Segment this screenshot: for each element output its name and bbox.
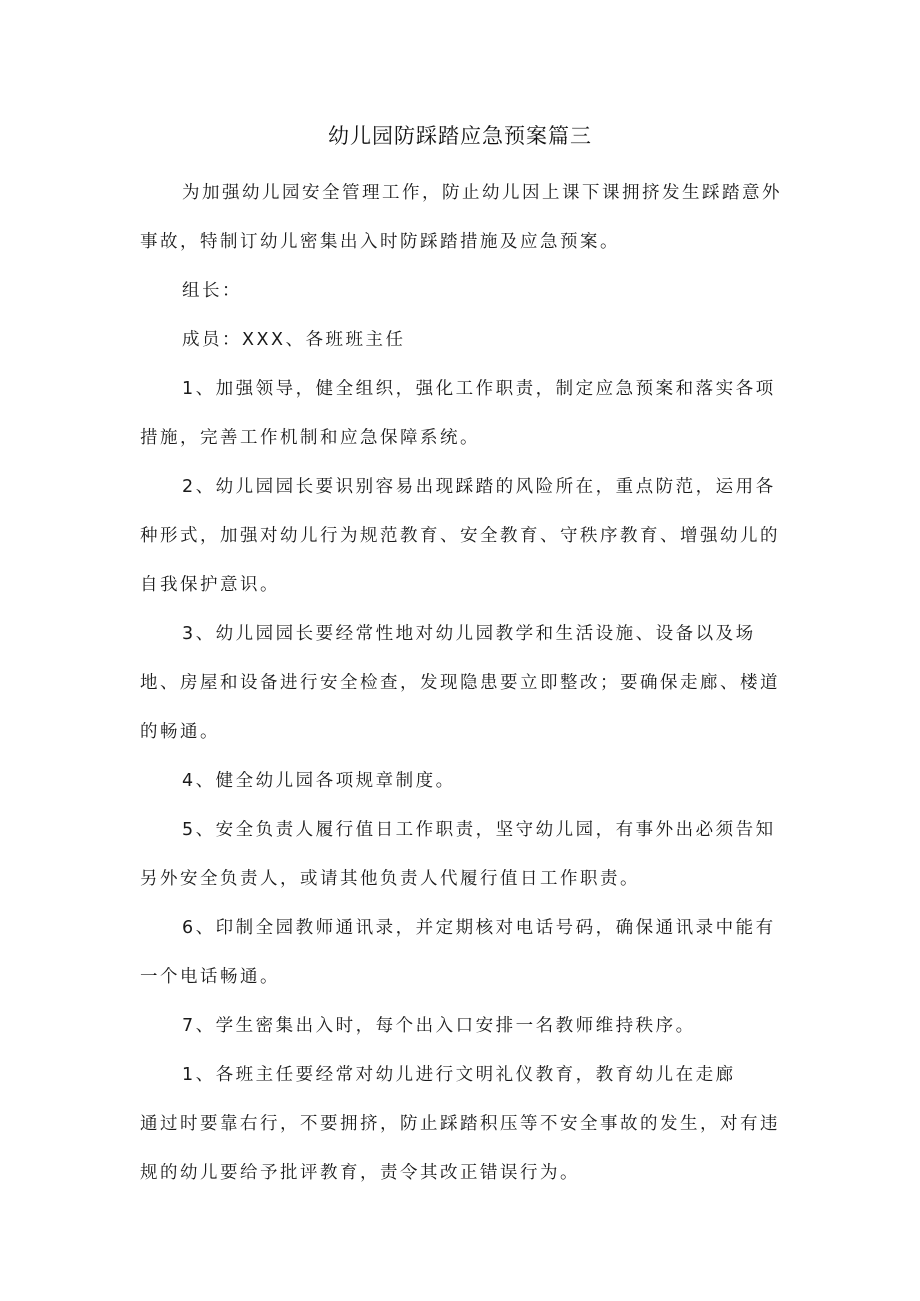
paragraph-leader: 组长： (182, 281, 242, 301)
paragraph-item-3: 3、幼儿园园长要经常性地对幼儿园教学和生活设施、设备以及场地、房屋和设备进行安全检查，发现隐患要立即整改；要确保走廊、楼道的畅通。 (140, 624, 780, 742)
document-title: 幼儿园防踩踏应急预案篇三 (328, 124, 592, 148)
paragraph-item-4: 4、健全幼儿园各项规章制度。 (182, 771, 456, 791)
paragraph-class-1-continued: 通过时要靠右行，不要拥挤，防止踩踏积压等不安全事故的发生，对有违规的幼儿要给予批评教育，责令其改正错误行为。 (140, 1114, 780, 1183)
document-body (140, 169, 795, 1198)
paragraph-class-1: 1、各班主任要经常对幼儿进行文明礼仪教育，教育幼儿在走廊 (182, 1065, 736, 1085)
paragraph-item-1: 1、加强领导，健全组织，强化工作职责，制定应急预案和落实各项措施，完善工作机制和应急保障系统。 (140, 379, 776, 448)
paragraph-members: 成员：XXX、各班班主任 (182, 330, 406, 350)
paragraph-item-7: 7、学生密集出入时，每个出入口安排一名教师维持秩序。 (182, 1016, 696, 1036)
paragraph-intro: 为加强幼儿园安全管理工作，防止幼儿因上课下课拥挤发生踩踏意外事故，特制订幼儿密集出入时防踩踏措施及应急预案。 (140, 183, 782, 252)
paragraph-item-5: 5、安全负责人履行值日工作职责，坚守幼儿园，有事外出必须告知另外安全负责人，或请其他负责人代履行值日工作职责。 (140, 820, 776, 889)
paragraph-item-2: 2、幼儿园园长要识别容易出现踩踏的风险所在，重点防范，运用各种形式，加强对幼儿行为规范教育、安全教育、守秩序教育、增强幼儿的自我保护意识。 (140, 477, 780, 595)
paragraph-item-6: 6、印制全园教师通讯录，并定期核对电话号码，确保通讯录中能有一个电话畅通。 (140, 918, 776, 987)
